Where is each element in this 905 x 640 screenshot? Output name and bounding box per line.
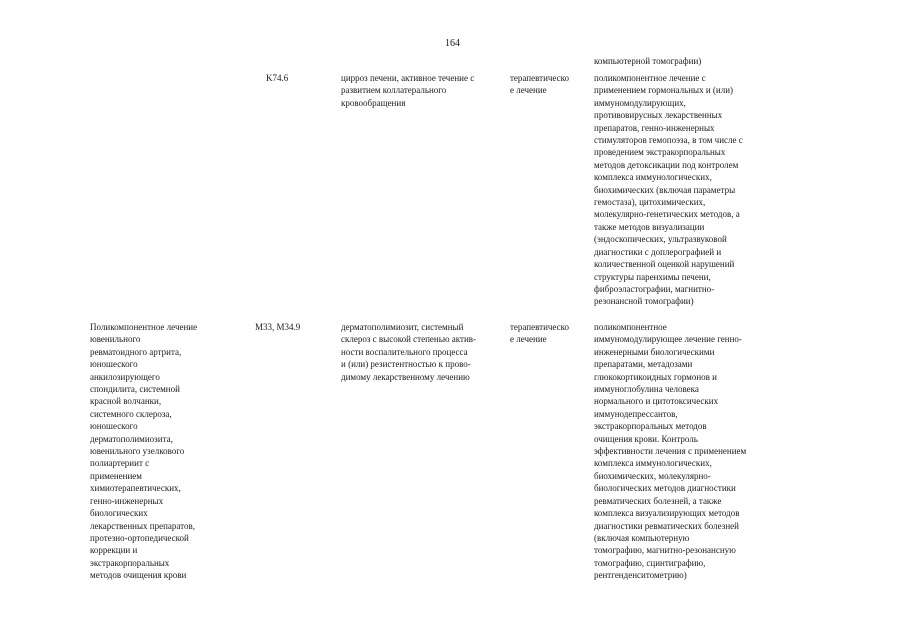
care-group-name: Поликомпонентное лечение ювенильного ревматоидного артрита, юношеского анкилозирующего спондилита, системной красной волчанки, системного склероза, юношеского дерматополимиозита, ювенильного узелкового полиартериит с применением химиотерапевтических, генно-инженерных биологических лекарственных препаратов, протезно-ортопедической коррекции и экстракорпоральных методов очищения крови xyxy=(90,322,198,581)
treatment-method: поликомпонентное лечение с применением гормональных и (или) иммуномодулирующих, противовирусных лекарственных препаратов, генно-инженерных стимуляторов гемопоэза, в том числе с проведением экстракорпоральных методов детоксикации под контролем комплекса иммунологических, биохимических (включая параметры гемостаза), цитохимических, молекулярно-генетических методов, а также методов визуализации (эндоскопических, ультразвуковой диагностики с доплерографией и количественной оценкой нарушений структуры паренхимы печени, фиброэластографии, магнитно- резонансной томографии) xyxy=(594,73,743,307)
treatment-method: поликомпонентное иммуномодулирующее лечение генно- инженерными биологическими препаратами, метадозами глюкокортикоидных гормонов и иммуноглобулина человека нормального и цитотоксических иммунодепрессантов, экстракорпоральных методов очищения крови. Контроль эффективности лечения с применением комплекса иммунологических, биохимических, молекулярно- биологических методов диагностики ревматических болезней, а также комплекса визуализирующих методов диагностики ревматических болезней (включая компьютерную томографию, магнитно-резонансную томографию, сцинтиграфию, рентгенденситометрию) xyxy=(594,322,747,581)
icd-code: M33, M34.9 xyxy=(255,322,301,332)
page-number: 164 xyxy=(445,38,460,49)
disease-description: дерматополимиозит, системный склероз с высокой степенью актив- ности воспалительного процесса и (или) резистентностью к прово- димому лекарственному лечению xyxy=(341,322,477,382)
prev-method-continuation: компьютерной томографии) xyxy=(594,56,702,66)
treatment-type: терапевтическо е лечение xyxy=(510,322,570,345)
icd-code: K74.6 xyxy=(266,73,289,83)
disease-description: цирроз печени, активное течение с развитием коллатерального кровообращения xyxy=(341,73,475,108)
treatment-type: терапевтическо е лечение xyxy=(510,73,570,96)
